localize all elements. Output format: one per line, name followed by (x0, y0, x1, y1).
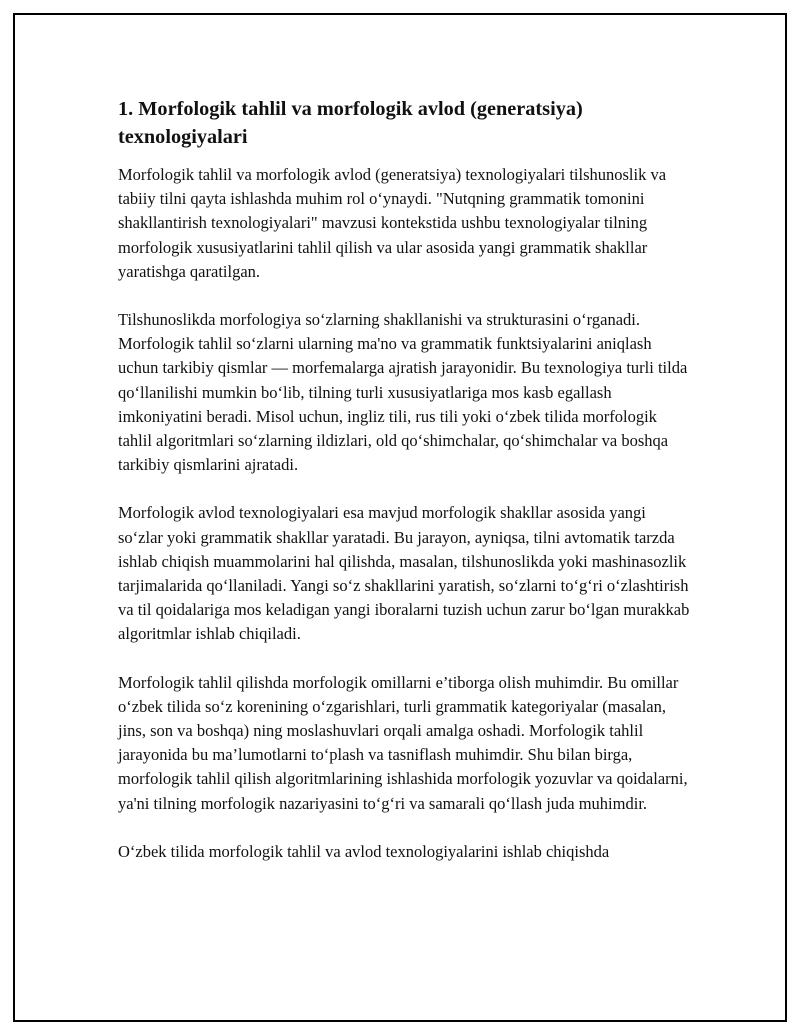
section-heading: 1. Morfologik tahlil va morfologik avlod (generatsiya) texnologiyalari (118, 98, 583, 148)
paragraph-morphology: Tilshunoslikda morfologiya so‘zlarning shakllanishi va strukturasini o‘rganadi. Morfologik tahlil so‘zlarni ularning ma'no va grammatik funktsiyalarini aniqlash uchun tarkibiy qismlar — morfemalarga ajratish jarayonidir. Bu texnologiya turli tilda qo‘llanilishi mumkin bo‘lib, tilning turli xususiyatlariga mos kasb egallash imkoniyatini beradi. Misol uchun, ingliz tili, rus tili yoki o‘zbek tilida morfologik tahlil algoritmlari so‘zlarning ildizlari, old qo‘shimchalar, qo‘shimchalar va boshqa tarkibiy qismlarini ajratadi. (118, 310, 688, 475)
paragraph-generation: Morfologik avlod texnologiyalari esa mavjud morfologik shakllar asosida yangi so‘zlar yoki grammatik shakllar yaratadi. Bu jarayon, ayniqsa, tilni avtomatik tarzda ishlab chiqish muammolarini hal qilishda, masalan, tilshunoslikda yoki mashinasozlik tarjimalarida qo‘llaniladi. Yangi so‘z shakllarini yaratish, so‘zlarni to‘g‘ri o‘zlashtirish va til qoidalariga mos keladigan yangi iboralarni tuzish uchun zarur bo‘lgan murakkab algoritmlar ishlab chiqiladi. (118, 503, 690, 644)
document-body (118, 95, 692, 888)
paragraph-factors: Morfologik tahlil qilishda morfologik omillarni e’tiborga olish muhimdir. Bu omillar o‘zbek tilida so‘z korenining o‘zgarishlari, turli grammatik kategoriyalar (masalan, jins, son va boshqa) ning moslashuvlari orqali amalga oshadi. Morfologik tahlil jarayonida bu ma’lumotlarni to‘plash va tasniflash muhimdir. Shu bilan birga, morfologik tahlil qilish algoritmlarining ishlashida morfologik yozuvlar va qoidalarni, ya'ni tilning morfologik nazariyasini to‘g‘ri va samarali qo‘llash juda muhimdir. (118, 672, 688, 813)
paragraph-intro: Morfologik tahlil va morfologik avlod (generatsiya) texnologiyalari tilshunoslik va tabiiy tilni qayta ishlashda muhim rol o‘ynaydi. "Nutqning grammatik tomonini shakllantirish texnologiyalari" mavzusi kontekstida ushbu texnologiyalar tilning morfologik xususiyatlarini tahlil qilish va ular asosida yangi grammatik shakllar yaratishga qaratilgan. (118, 165, 667, 281)
paragraph-uzbek: O‘zbek tilida morfologik tahlil va avlod texnologiyalarini ishlab chiqishda (118, 841, 610, 861)
